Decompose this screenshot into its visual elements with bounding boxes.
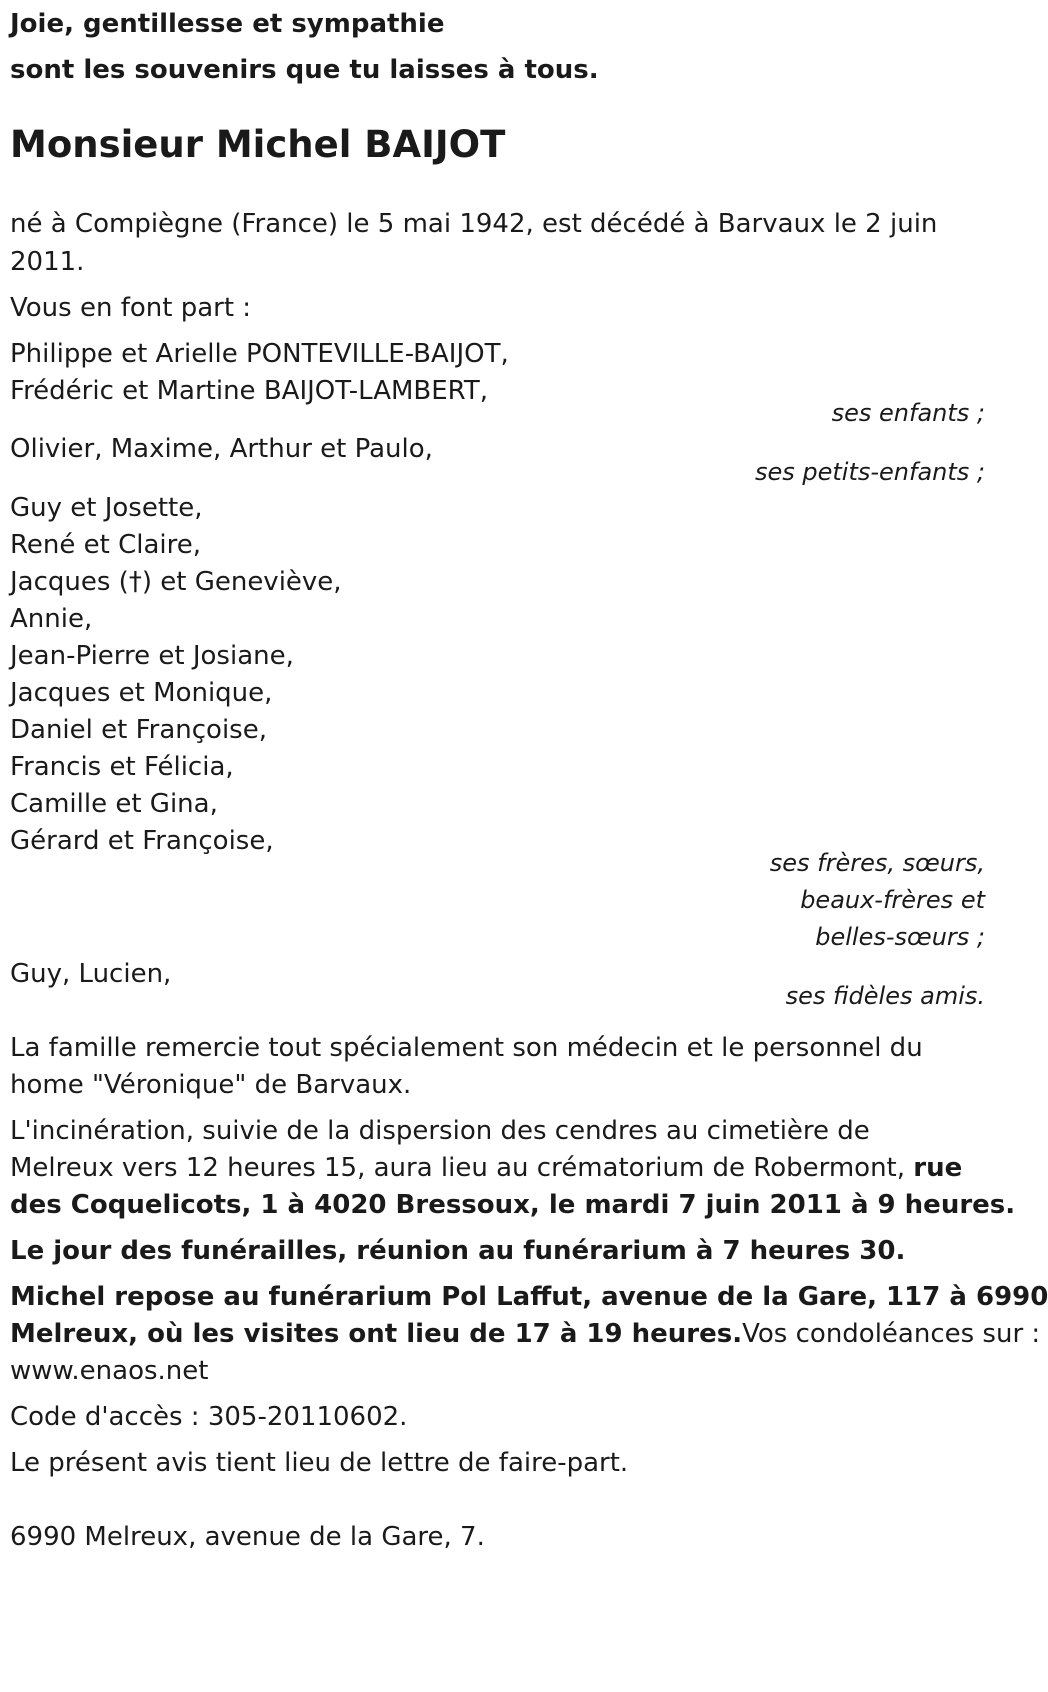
cremation-address-start: rue — [913, 1153, 963, 1183]
sibling-name: René et Claire, — [10, 530, 202, 560]
cremation-line-2-text: Melreux vers 12 heures 15, aura lieu au crématorium de Robermont, — [10, 1153, 914, 1183]
address: 6990 Melreux, avenue de la Gare, 7. — [10, 1522, 485, 1552]
announcement-intro: Vous en font part : — [10, 293, 252, 323]
access-code: Code d'accès : 305-20110602. — [10, 1402, 408, 1432]
notice-text: Le présent avis tient lieu de lettre de faire-part. — [10, 1448, 629, 1478]
siblings-role-line: belles-sœurs ; — [815, 923, 985, 951]
thanks-line-2: home "Véronique" de Barvaux. — [10, 1070, 412, 1100]
grandchildren-names: Olivier, Maxime, Arthur et Paulo, — [10, 434, 433, 464]
repose-visits: Melreux, où les visites ont lieu de 17 à 19 heures. — [10, 1319, 743, 1349]
cremation-line-3: des Coquelicots, 1 à 4020 Bressoux, le mardi 7 juin 2011 à 9 heures. — [10, 1190, 1016, 1220]
grandchildren-role: ses petits-enfants ; — [754, 458, 985, 486]
birth-death-line-2: 2011. — [10, 247, 85, 277]
repose-line-1: Michel repose au funérarium Pol Laffut, avenue de la Gare, 117 à 6990 — [10, 1282, 1048, 1312]
deceased-name: Monsieur Michel BAIJOT — [10, 123, 506, 166]
child-name: Philippe et Arielle PONTEVILLE-BAIJOT, — [10, 339, 509, 369]
children-role: ses enfants ; — [831, 399, 985, 427]
siblings-role-line: beaux-frères et — [800, 886, 985, 914]
child-name: Frédéric et Martine BAIJOT-LAMBERT, — [10, 376, 489, 406]
birth-death-line-1: né à Compiègne (France) le 5 mai 1942, est décédé à Barvaux le 2 juin — [10, 209, 938, 239]
sibling-name: Gérard et Françoise, — [10, 826, 274, 856]
cremation-line-2 — [10, 1148, 962, 1188]
condolences-label: Vos condoléances sur : — [742, 1319, 1041, 1349]
epigraph-line-2: sont les souvenirs que tu laisses à tous. — [10, 55, 599, 85]
obituary-notice — [10, 0, 1048, 1692]
condolences-website: www.enaos.net — [10, 1356, 209, 1386]
sibling-name: Francis et Félicia, — [10, 752, 234, 782]
sibling-name: Daniel et Françoise, — [10, 715, 267, 745]
sibling-name: Jean-Pierre et Josiane, — [10, 641, 294, 671]
friends-role: ses fidèles amis. — [785, 982, 985, 1010]
sibling-name: Jacques et Monique, — [10, 678, 273, 708]
thanks-line-1: La famille remercie tout spécialement son médecin et le personnel du — [10, 1033, 923, 1063]
sibling-name: Guy et Josette, — [10, 493, 203, 523]
sibling-name: Camille et Gina, — [10, 789, 218, 819]
friends-names: Guy, Lucien, — [10, 959, 172, 989]
repose-line-2 — [10, 1314, 1040, 1354]
siblings-role-line: ses frères, sœurs, — [769, 849, 985, 877]
epigraph-line-1: Joie, gentillesse et sympathie — [10, 9, 445, 39]
sibling-name: Annie, — [10, 604, 93, 634]
cremation-line-1: L'incinération, suivie de la dispersion des cendres au cimetière de — [10, 1116, 870, 1146]
meeting-info: Le jour des funérailles, réunion au funérarium à 7 heures 30. — [10, 1236, 906, 1266]
sibling-name: Jacques (†) et Geneviève, — [10, 567, 342, 597]
